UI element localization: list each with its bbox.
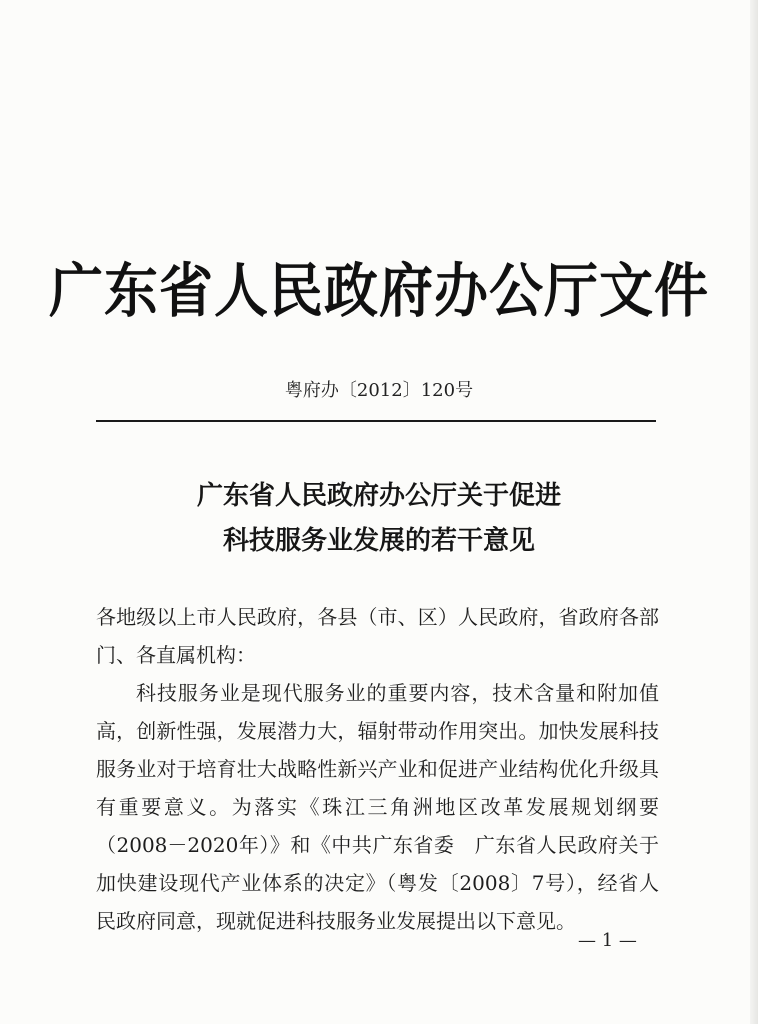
addressee: 各地级以上市人民政府，各县（市、区）人民政府，省政府各部门、各直属机构： (96, 605, 659, 667)
scan-edge (750, 0, 758, 1024)
subject-line-1: 广东省人民政府办公厅关于促进 (196, 481, 561, 511)
header-divider (96, 420, 656, 422)
document-body (96, 598, 659, 940)
document-subject (0, 474, 758, 564)
subject-line-2: 科技服务业发展的若干意见 (222, 526, 535, 556)
document-number: 粤府办〔2012〕120号 (284, 380, 474, 401)
document-header-title: 广东省人民政府办公厅文件 (49, 255, 709, 325)
body-paragraph: 科技服务业是现代服务业的重要内容，技术含量和附加值高，创新性强，发展潜力大，辐射带动作用突出。加快发展科技服务业对于培育壮大战略性新兴产业和促进产业结构优化升级具有重要意义。为落实《珠江三角洲地区改革发展规划纲要（2008－2020年）》和《中共广东省委 广东省人民政府关于加快建设现代产业体系的决定》（粤发〔2008〕7号），经省人民政府同意，现就促进科技服务业发展提出以下意见。 (96, 681, 659, 933)
page-number: — 1 — (578, 930, 637, 951)
